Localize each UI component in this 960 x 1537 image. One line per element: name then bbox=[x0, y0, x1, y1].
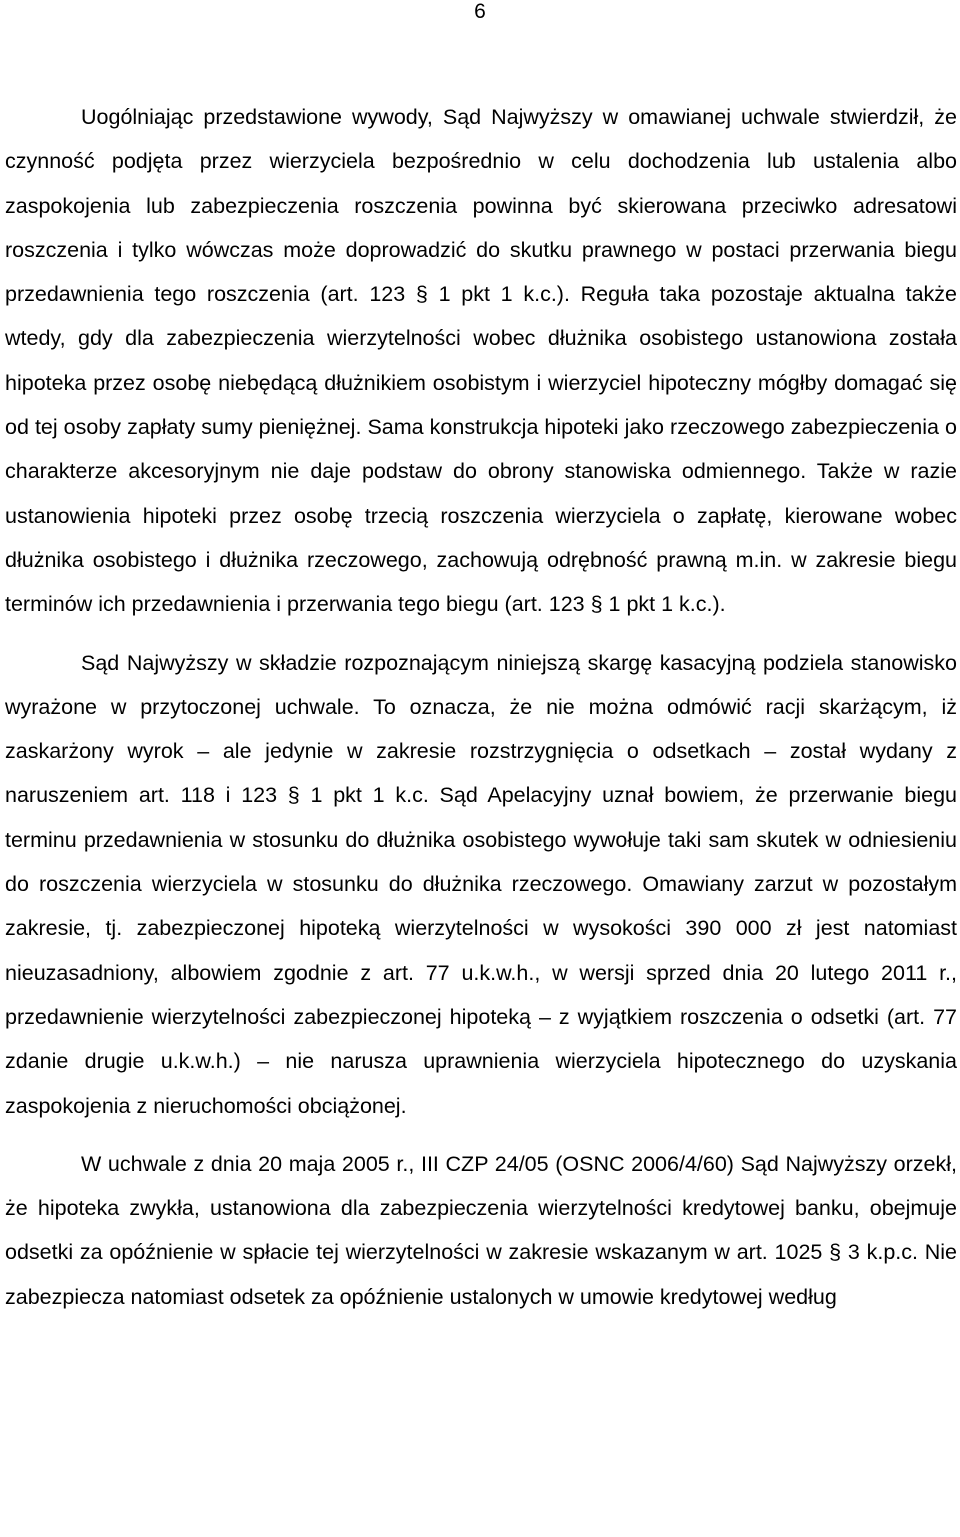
document-body bbox=[5, 95, 957, 1333]
paragraph-3: W uchwale z dnia 20 maja 2005 r., III CZP 24/05 (OSNC 2006/4/60) Sąd Najwyższy orzekł, że hipoteka zwykła, ustanowiona dla zabezpieczenia wierzytelności kredytowej banku, obejmuje odsetki za opóźnienie w spłacie tej wierzytelności w zakresie wskazanym w art. 1025 § 3 k.p.c. Nie zabezpiecza natomiast odsetek za opóźnienie ustalonych w umowie kredytowej według bbox=[5, 1151, 957, 1309]
page-number: 6 bbox=[474, 0, 486, 23]
paragraph-1: Uogólniając przedstawione wywody, Sąd Najwyższy w omawianej uchwale stwierdził, że czynność podjęta przez wierzyciela bezpośrednio w celu dochodzenia lub ustalenia albo zaspokojenia lub zabezpieczenia roszczenia powinna być skierowana przeciwko adresatowi roszczenia i tylko wówczas może doprowadzić do skutku prawnego w postaci przerwania biegu przedawnienia tego roszczenia (art. 123 § 1 pkt 1 k.c.). Reguła taka pozostaje aktualna także wtedy, gdy dla zabezpieczenia wierzytelności wobec dłużnika osobistego ustanowiona została hipoteka przez osobę niebędącą dłużnikiem osobistym i wierzyciel hipoteczny mógłby domagać się od tej osoby zapłaty sumy pieniężnej. Sama konstrukcja hipoteki jako rzeczowego zabezpieczenia o charakterze akcesoryjnym nie daje podstaw do obrony stanowiska odmiennego. Także w razie ustanowienia hipoteki przez osobę trzecią roszczenia wierzyciela o zapłatę, kierowane wobec dłużnika osobistego i dłużnika rzeczowego, zachowują odrębność prawną m.in. w zakresie biegu terminów ich przedawnienia i przerwania tego biegu (art. 123 § 1 pkt 1 k.c.). bbox=[5, 105, 957, 617]
paragraph-2: Sąd Najwyższy w składzie rozpoznającym niniejszą skargę kasacyjną podziela stanowisko wyrażone w przytoczonej uchwale. To oznacza, że nie można odmówić racji skarżącym, iż zaskarżony wyrok – ale jedynie w zakresie rozstrzygnięcia o odsetkach – został wydany z naruszeniem art. 118 i 123 § 1 pkt 1 k.c. Sąd Apelacyjny uznał bowiem, że przerwanie biegu terminu przedawnienia w stosunku do dłużnika osobistego wywołuje taki sam skutek w odniesieniu do roszczenia wierzyciela w stosunku do dłużnika rzeczowego. Omawiany zarzut w pozostałym zakresie, tj. zabezpieczonej hipoteką wierzytelności w wysokości 390 000 zł jest natomiast nieuzasadniony, albowiem zgodnie z art. 77 u.k.w.h., w wersji sprzed dnia 20 lutego 2011 r., przedawnienie wierzytelności zabezpieczonej hipoteką – z wyjątkiem roszczenia o odsetki (art. 77 zdanie drugie u.k.w.h.) – nie narusza uprawnienia wierzyciela hipotecznego do uzyskania zaspokojenia z nieruchomości obciążonej. bbox=[5, 650, 957, 1118]
